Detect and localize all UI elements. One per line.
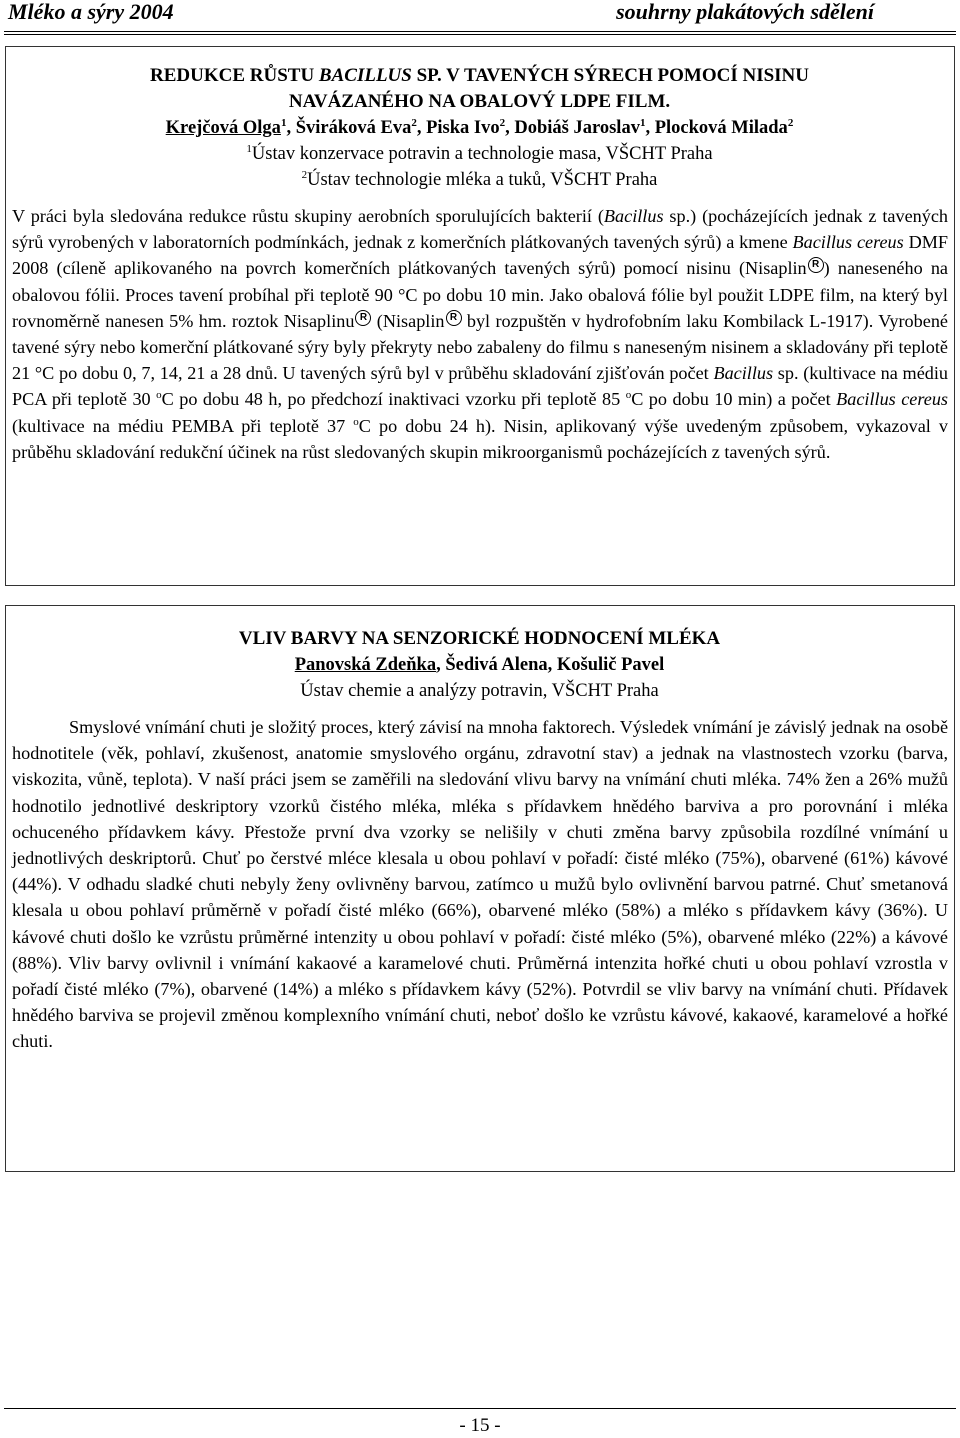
abstract-1-title: REDUKCE RŮSTU BACILLUS SP. V TAVENÝCH SÝRECH POMOCÍ NISINU NAVÁZANÉHO NA OBALOVÝ LDPE FILM.: [150, 65, 809, 112]
header-rule-double: [4, 34, 956, 35]
page-number: - 15 -: [459, 1415, 501, 1436]
abstract-box-1: [5, 46, 955, 586]
abstract-2-title: VLIV BARVY NA SENZORICKÉ HODNOCENÍ MLÉKA: [238, 628, 721, 649]
abstract-1-header: [6, 63, 953, 193]
abstract-2-affiliation: Ústav chemie a analýzy potravin, VŠCHT Praha: [300, 681, 659, 701]
abstract-2-header: [6, 626, 953, 704]
abstract-1-affiliation-2: $^2$Ústav technologie mléka a tuků, VŠCHT Praha: [301, 168, 658, 190]
abstract-1-body: V práci byla sledována redukce růstu skupiny aerobních sporulujících bakterií (Bacillus sp.) (pocházejících jednak z tavených sýrů vyrobených v laboratorních podmínkách, jednak z komerčních plátkovaných tavených sýrů) a kmene Bacillus cereus DMF 2008 (cíleně aplikovaného na povrch komerčních plátkovaných tavených sýrů) pomocí nisinu (Nisaplin R ) naneseného na obalovou fólii. Proces tavení probíhal při teplotě 90 °C po dobu 10 min. Jako obalová fólie byl použit LDPE film, na který byl rovnoměrně nanesen 5% hm. roztok Nisaplinu R (Nisaplin R byl rozpuštěn v hydrofobním laku Kombilack L-1917). Vyrobené tavené sýry nebo komerční plátkované sýry byly překryty nebo zabaleny do filmu s naneseným nisinem a skladovány při teplotě 21 °C po dobu 0, 7, 14, 21 a 28 dnů. U tavených sýrů byl v průběhu skladování zjišťován počet Bacillus sp. (kultivace na médiu PCA při teplotě 30 $^o$C po dobu 48 h, po předchozí inaktivaci vzorku při teplotě 85 $^o$C po dobu 10 min) a počet Bacillus cereus (kultivace na médiu PEMBA při teplotě 37 $^o$C po dobu 24 h). Nisin, aplikovaný výše uvedeným způsobem, vykazoval v průběhu skladování redukční účinek na růst sledovaných skupin mikroorganismů pocházejících z tavených sýrů.: [12, 206, 949, 462]
registered-mark-icon: R: [446, 310, 462, 326]
author: Dobiáš Jaroslav: [514, 118, 640, 138]
header-right-title: souhrny plakátových sdělení: [616, 0, 874, 24]
footer-rule: [4, 1408, 956, 1409]
author: Šviráková Eva: [295, 118, 412, 138]
header-rule: [4, 31, 956, 32]
abstract-2-authors: Panovská Zdeňka, Šedivá Alena, Košulič Pavel: [294, 655, 665, 675]
abstract-1-authors: Krejčová Olga$^1$, Šviráková Eva$^2$, Piska Ivo$^2$, Dobiáš Jaroslav$^1$, Plocková Milada$^2$: [165, 116, 794, 138]
author: Piska Ivo: [426, 118, 500, 138]
author: Plocková Milada: [654, 118, 788, 138]
header-left-title: Mléko a sýry 2004: [8, 0, 174, 24]
abstract-2-body: Smyslové vnímání chuti je složitý proces, který závisí na mnoha faktorech. Výsledek vnímání je závislý jednak na osobě hodnotitele (věk, pohlaví, zkušenost, anatomie smyslového orgánu, zdravotní stav) a jednak na vlastnostech vzorku (barva, viskozita, vůně, teplota). V naší práci jsem se zaměřili na sledování vlivu barvy na vnímání chuti mléka. 74% žen a 26% mužů hodnotilo jednotlivé deskriptory vzorků čistého mléka, mléka s přídavkem hnědého barviva a pro porovnání i mléka ochuceného přídavkem kávy. Přestože první dva vzorky se nelišily v chuti změna barvy způsobila rozdílné vnímání u jednotlivých deskriptorů. Chuť po čerstvé mléce klesala u obou pohlaví v pořadí: čisté mléko (75%), obarvené (61%) kávové (44%). V odhadu sladké chuti nebyly ženy ovlivněny barvou, zatímco u mužů bylo ovlivnění barvou patrné. Chuť smetanová klesala u obou pohlaví průměrně v pořadí čisté mléko (66%), obarvené mléko (58%) a mléko s přídavkem kávy (36%). U kávové chuti došlo ke vzrůstu průměrné intenzity u obou pohlaví v pořadí: čisté mléko (5%), obarvené mléko (22%) a kávové (88%). Vliv barvy ovlivnil i vnímání kakaové a karamelové chuti. Průměrná intenzita hořké chuti u obou pohlaví vzrostla v pořadí čisté mléko (7%), obarvené (14%) a mléko s přídavkem kávy (52%). Potvrdil se vliv barvy na vnímání chuti. Přídavek hnědého barviva se projevil změnou komplexního vnímání chuti, neboť došlo ke vzrůstu kávové, kakaové, karamelové a hořké chuti.: [12, 717, 949, 1052]
abstract-box-2: [5, 605, 955, 1172]
registered-mark-icon: R: [808, 257, 824, 273]
author: Krejčová Olga: [165, 118, 281, 138]
registered-mark-icon: R: [355, 310, 371, 326]
page-header: [0, 0, 960, 26]
author: Panovská Zdeňka: [294, 655, 437, 675]
abstract-1-affiliation-1: $^1$Ústav konzervace potravin a technologie masa, VŠCHT Praha: [246, 142, 713, 164]
